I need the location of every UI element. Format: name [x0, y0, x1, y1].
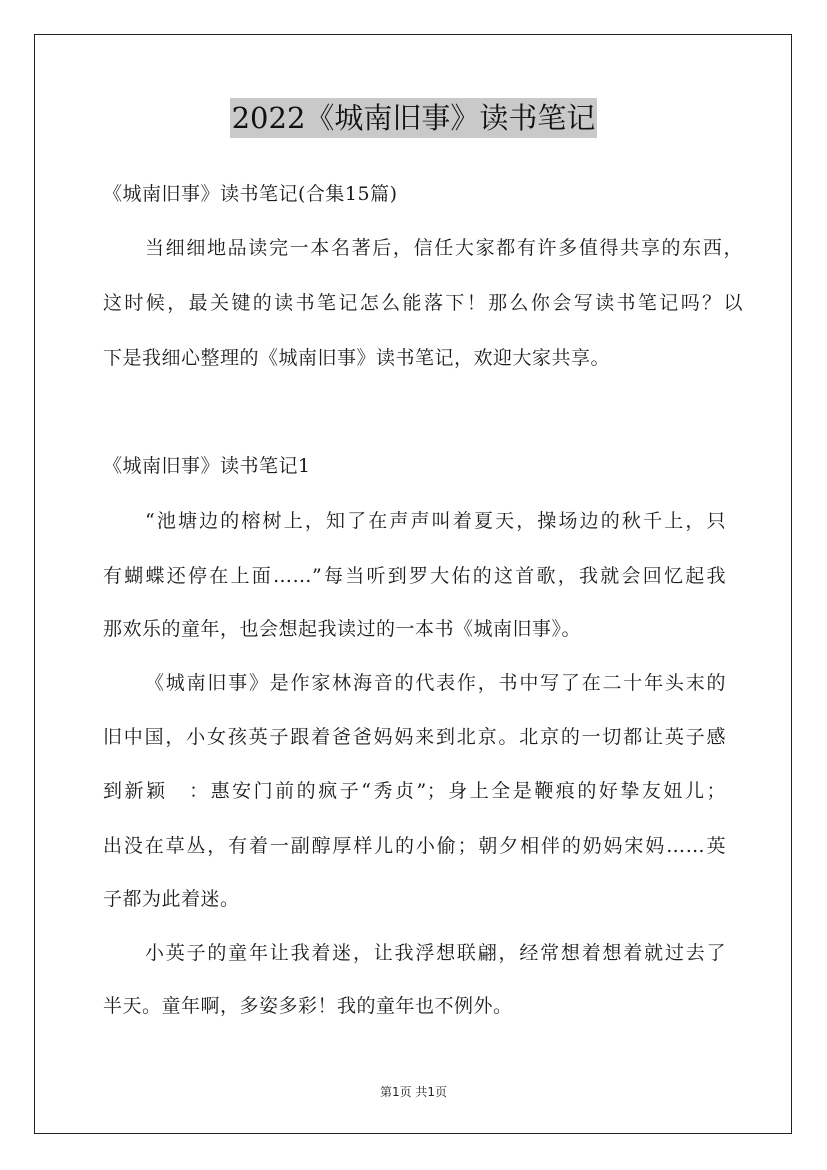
- para3-line-2: 半天。童年啊，多姿多彩！我的童年也不例外。: [103, 995, 513, 1017]
- page-footer: 第1页 共1页: [379, 1085, 448, 1099]
- document-subtitle: 《城南旧事》读书笔记(合集15篇): [103, 183, 398, 205]
- document-title: 2022《城南旧事》读书笔记: [230, 98, 598, 138]
- para2-line-3: 到新颖 ：惠安门前的疯子“秀贞”；身上全是鞭痕的好挚友妞儿；: [103, 780, 726, 802]
- section-heading: 《城南旧事》读书笔记1: [103, 455, 311, 477]
- para2-line-5: 子都为此着迷。: [103, 888, 240, 910]
- para2-line-4: 出没在草丛，有着一副醇厚样儿的小偷；朝夕相伴的奶妈宋妈……英: [103, 835, 726, 857]
- intro-line-3: 下是我细心整理的《城南旧事》读书笔记，欢迎大家共享。: [103, 347, 611, 369]
- para2-line-2: 旧中国，小女孩英子跟着爸爸妈妈来到北京。北京的一切都让英子感: [103, 726, 726, 748]
- para1-line-3: 那欢乐的童年，也会想起我读过的一本书《城南旧事》。: [103, 618, 582, 640]
- intro-line-2: 这时候，最关键的读书笔记怎么能落下！那么你会写读书笔记吗？以: [103, 292, 743, 314]
- para1-line-2: 有蝴蝶还停在上面……”每当听到罗大佑的这首歌，我就会回忆起我: [103, 565, 726, 587]
- para1-line-1: “池塘边的榕树上，知了在声声叫着夏天，操场边的秋千上，只: [145, 510, 726, 532]
- para3-line-1: 小英子的童年让我着迷，让我浮想联翩，经常想着想着就过去了: [145, 942, 726, 964]
- title-container: [0, 98, 827, 138]
- intro-line-1: 当细细地品读完一本名著后，信任大家都有许多值得共享的东西，: [145, 237, 743, 259]
- para2-line-1: 《城南旧事》是作家林海音的代表作，书中写了在二十年头末的: [145, 672, 726, 694]
